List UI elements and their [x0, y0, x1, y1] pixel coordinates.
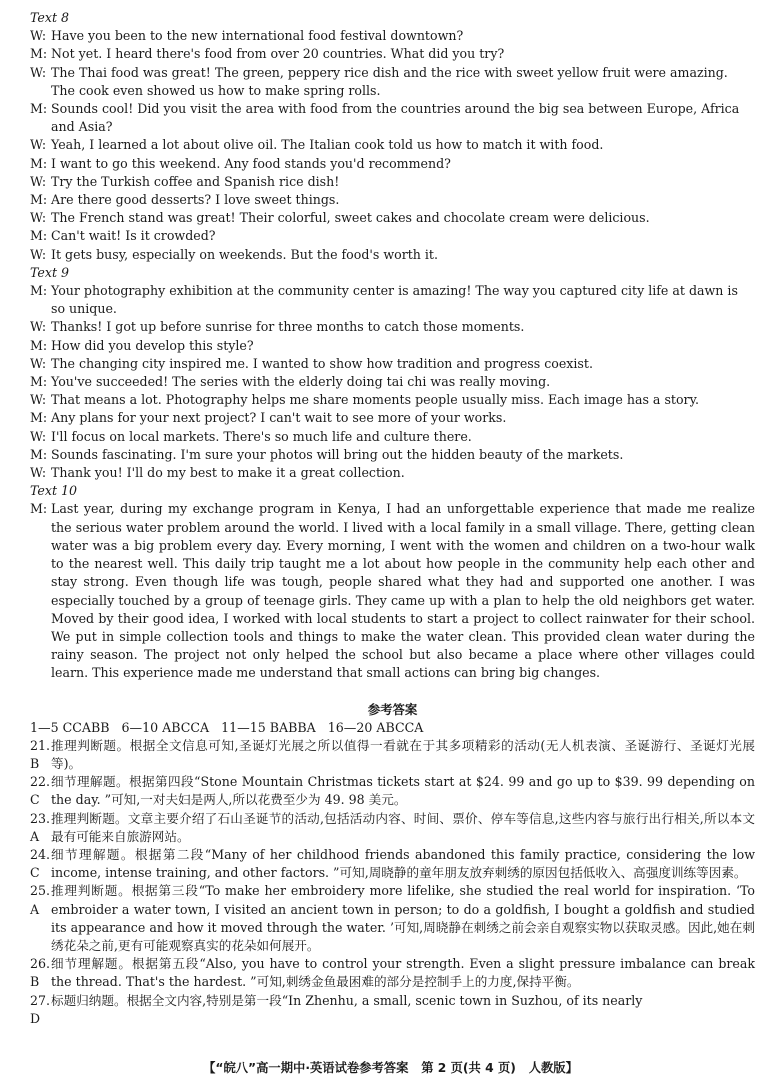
dialogue-line	[30, 409, 755, 427]
monologue-paragraph	[30, 500, 755, 682]
dialogue-line	[30, 136, 755, 154]
dialogue-line	[30, 191, 755, 209]
text9-dialogue	[30, 282, 755, 482]
dialogue-line	[30, 428, 755, 446]
speaker-label: M:	[30, 192, 48, 208]
speaker-label: W:	[30, 210, 47, 226]
dialogue-line	[30, 318, 755, 336]
speaker-label: M:	[30, 283, 48, 299]
answer-item	[30, 737, 755, 773]
answer-number: 27. D	[30, 992, 51, 1026]
answer-number: 24. C	[30, 846, 51, 881]
speaker-label: M:	[30, 155, 48, 171]
answer-item	[30, 810, 755, 846]
answer-explanation: 细节理解题。根据第四段“Stone Mountain Christmas tickets start at $24. 99 and go up to $39. 99 depending on the day. ”可知,一对夫妇是两人,所以花费至少为 49. 98 美元。	[51, 774, 755, 808]
speaker-label: W:	[30, 355, 47, 371]
dialogue-line	[30, 373, 755, 391]
line-text: That means a lot. Photography helps me share moments people usually miss. Each image has a story.	[51, 392, 700, 408]
answer-item	[30, 882, 755, 955]
answer-explanation: 细节理解题。根据第二段“Many of her childhood friends abandoned this family practice, considering the low income, intense training, and other factors. ”可知,周晓静的童年朋友放弃刺绣的原因包括低收入、高强度训练等因素。	[51, 846, 755, 881]
text8-dialogue	[30, 27, 755, 264]
line-text: Thanks! I got up before sunrise for three months to catch those moments.	[51, 319, 525, 335]
page-content	[30, 9, 755, 1028]
speaker-label: M:	[30, 337, 48, 353]
answer-explanation: 推理判断题。根据第三段“To make her embroidery more lifelike, she studied the real world for inspiration. ‘To embroider a water town, I visited an ancient town in person; to do a goldfish, I bought a goldfish and studied its appearance and how it moved through the water. ’可知,周晓静在刺绣之前会亲自观察实物以获取灵感。因此,她在刺绣花朵之前,更有可能观察真实的花朵如何展开。	[51, 883, 755, 953]
answer-item	[30, 773, 755, 809]
text9-header: Text 9	[30, 264, 70, 280]
line-text: It gets busy, especially on weekends. But the food's worth it.	[51, 246, 438, 262]
answer-number: 21. B	[30, 737, 51, 771]
dialogue-line	[30, 246, 755, 264]
answer-explanation: 细节理解题。根据第五段“Also, you have to control your strength. Even a slight pressure imbalance can break the thread. That's the hardest. ”可知,刺绣金鱼最困难的部分是控制手上的力度,保持平衡。	[51, 956, 755, 990]
text8-header: Text 8	[30, 10, 70, 25]
speaker-label: M:	[30, 46, 48, 62]
line-text: Can't wait! Is it crowded?	[51, 228, 216, 244]
line-text: How did you develop this style?	[51, 337, 254, 353]
answer-number: 22. C	[30, 774, 51, 808]
dialogue-line	[30, 155, 755, 173]
answer-number: 26. B	[30, 956, 51, 990]
speaker-label: M:	[30, 101, 48, 117]
line-text: The changing city inspired me. I wanted to show how tradition and progress coexist.	[51, 355, 593, 371]
dialogue-line	[30, 355, 755, 373]
dialogue-line	[30, 446, 755, 464]
line-text: Not yet. I heard there's food from over 20 countries. What did you try?	[51, 46, 505, 62]
speaker-label: W:	[30, 246, 47, 262]
speaker-label: W:	[30, 28, 47, 44]
line-text: Any plans for your next project? I can't wait to see more of your works.	[51, 410, 507, 426]
speaker-label: M:	[30, 228, 48, 244]
text10-monologue	[30, 500, 755, 682]
line-text: Thank you! I'll do my best to make it a great collection.	[51, 465, 405, 481]
dialogue-line	[30, 173, 755, 191]
answer-item	[30, 992, 755, 1028]
answers-title: 参考答案	[367, 701, 418, 717]
line-text: Yeah, I learned a lot about olive oil. The Italian cook told us how to match it with food.	[51, 137, 604, 153]
answer-explanation: 标题归纳题。根据全文内容,特别是第一段“In Zhenhu, a small, scenic town in Suzhou, of its nearly	[51, 992, 643, 1008]
line-text: Sounds cool! Did you visit the area with food from the countries around the big sea between Europe, Africa and Asia?	[51, 101, 740, 135]
speaker-label: W:	[30, 465, 47, 481]
line-text: Have you been to the new international food festival downtown?	[51, 28, 464, 44]
line-text: The French stand was great! Their colorful, sweet cakes and chocolate cream were delicious.	[51, 210, 650, 226]
dialogue-line	[30, 100, 755, 136]
answer-item	[30, 955, 755, 991]
answer-number: 23. A	[30, 810, 51, 844]
dialogue-line	[30, 391, 755, 409]
speaker-label: W:	[30, 64, 47, 80]
dialogue-line	[30, 209, 755, 227]
speaker-label: W:	[30, 137, 47, 153]
line-text: You've succeeded! The series with the elderly doing tai chi was really moving.	[51, 374, 551, 390]
text10-header: Text 10	[30, 483, 78, 499]
speaker-label: W:	[30, 319, 47, 335]
speaker-label: W:	[30, 173, 47, 189]
dialogue-line	[30, 45, 755, 63]
speaker-label: M:	[30, 446, 48, 462]
line-text: I'll focus on local markets. There's so much life and culture there.	[51, 428, 472, 444]
answer-explanation: 推理判断题。文章主要介绍了石山圣诞节的活动,包括活动内容、时间、票价、停车等信息,这些内容与旅行出行相关,所以本文最有可能来自旅游网站。	[51, 810, 755, 844]
line-text: I want to go this weekend. Any food stands you'd recommend?	[51, 155, 451, 171]
dialogue-line	[30, 337, 755, 355]
speaker-label: W:	[30, 392, 47, 408]
monologue-text: Last year, during my exchange program in Kenya, I had an unforgettable experience that made me realize the serious water problem around the world. I lived with a local family in a small village. There, getting clean water was a big problem every day. Every morning, I went with the women and children on a two-hour walk to the nearest well. This daily trip taught me a lot about how people in the community help each other and stay strong. Even though life was tough, people shared what they had and supported one another. I was especially touched by a group of teenage girls. They came up with a plan to help the old neighbors get water. Moved by their good idea, I worked with local students to start a project to collect rainwater for their school. We put in simple collection tools and things to make the water clean. This provided clean water during the rainy season. The project not only helped the school but also became a place where other villages could learn. This experience made me understand that small actions can bring big changes.	[51, 501, 755, 681]
line-text: Try the Turkish coffee and Spanish rice dish!	[51, 173, 340, 189]
dialogue-line	[30, 464, 755, 482]
speaker-label: M:	[30, 410, 48, 426]
dialogue-line	[30, 27, 755, 45]
speaker-label: W:	[30, 428, 47, 444]
answer-key-line: 1—5 CCABB 6—10 ABCCA 11—15 BABBA 16—20 ABCCA	[30, 719, 424, 735]
dialogue-line	[30, 282, 755, 318]
speaker-label: M:	[30, 501, 48, 517]
answer-number: 25. A	[30, 883, 51, 917]
dialogue-line	[30, 227, 755, 245]
dialogue-line	[30, 64, 755, 100]
speaker-label: M:	[30, 374, 48, 390]
line-text: Sounds fascinating. I'm sure your photos will bring out the hidden beauty of the markets.	[51, 446, 624, 462]
answer-item	[30, 846, 755, 882]
line-text: Your photography exhibition at the community center is amazing! The way you captured city life at dawn is so unique.	[51, 283, 738, 317]
line-text: Are there good desserts? I love sweet things.	[51, 192, 340, 208]
answer-explanation: 推理判断题。根据全文信息可知,圣诞灯光展之所以值得一看就在于其多项精彩的活动(无人机表演、圣诞游行、圣诞灯光展等)。	[51, 737, 755, 771]
line-text: The Thai food was great! The green, peppery rice dish and the rice with sweet yellow fruit were amazing. The cook even showed us how to make spring rolls.	[51, 64, 728, 98]
page-footer: 【“皖八”高一期中·英语试卷参考答案 第 2 页(共 4 页) 人教版】	[203, 1061, 578, 1075]
